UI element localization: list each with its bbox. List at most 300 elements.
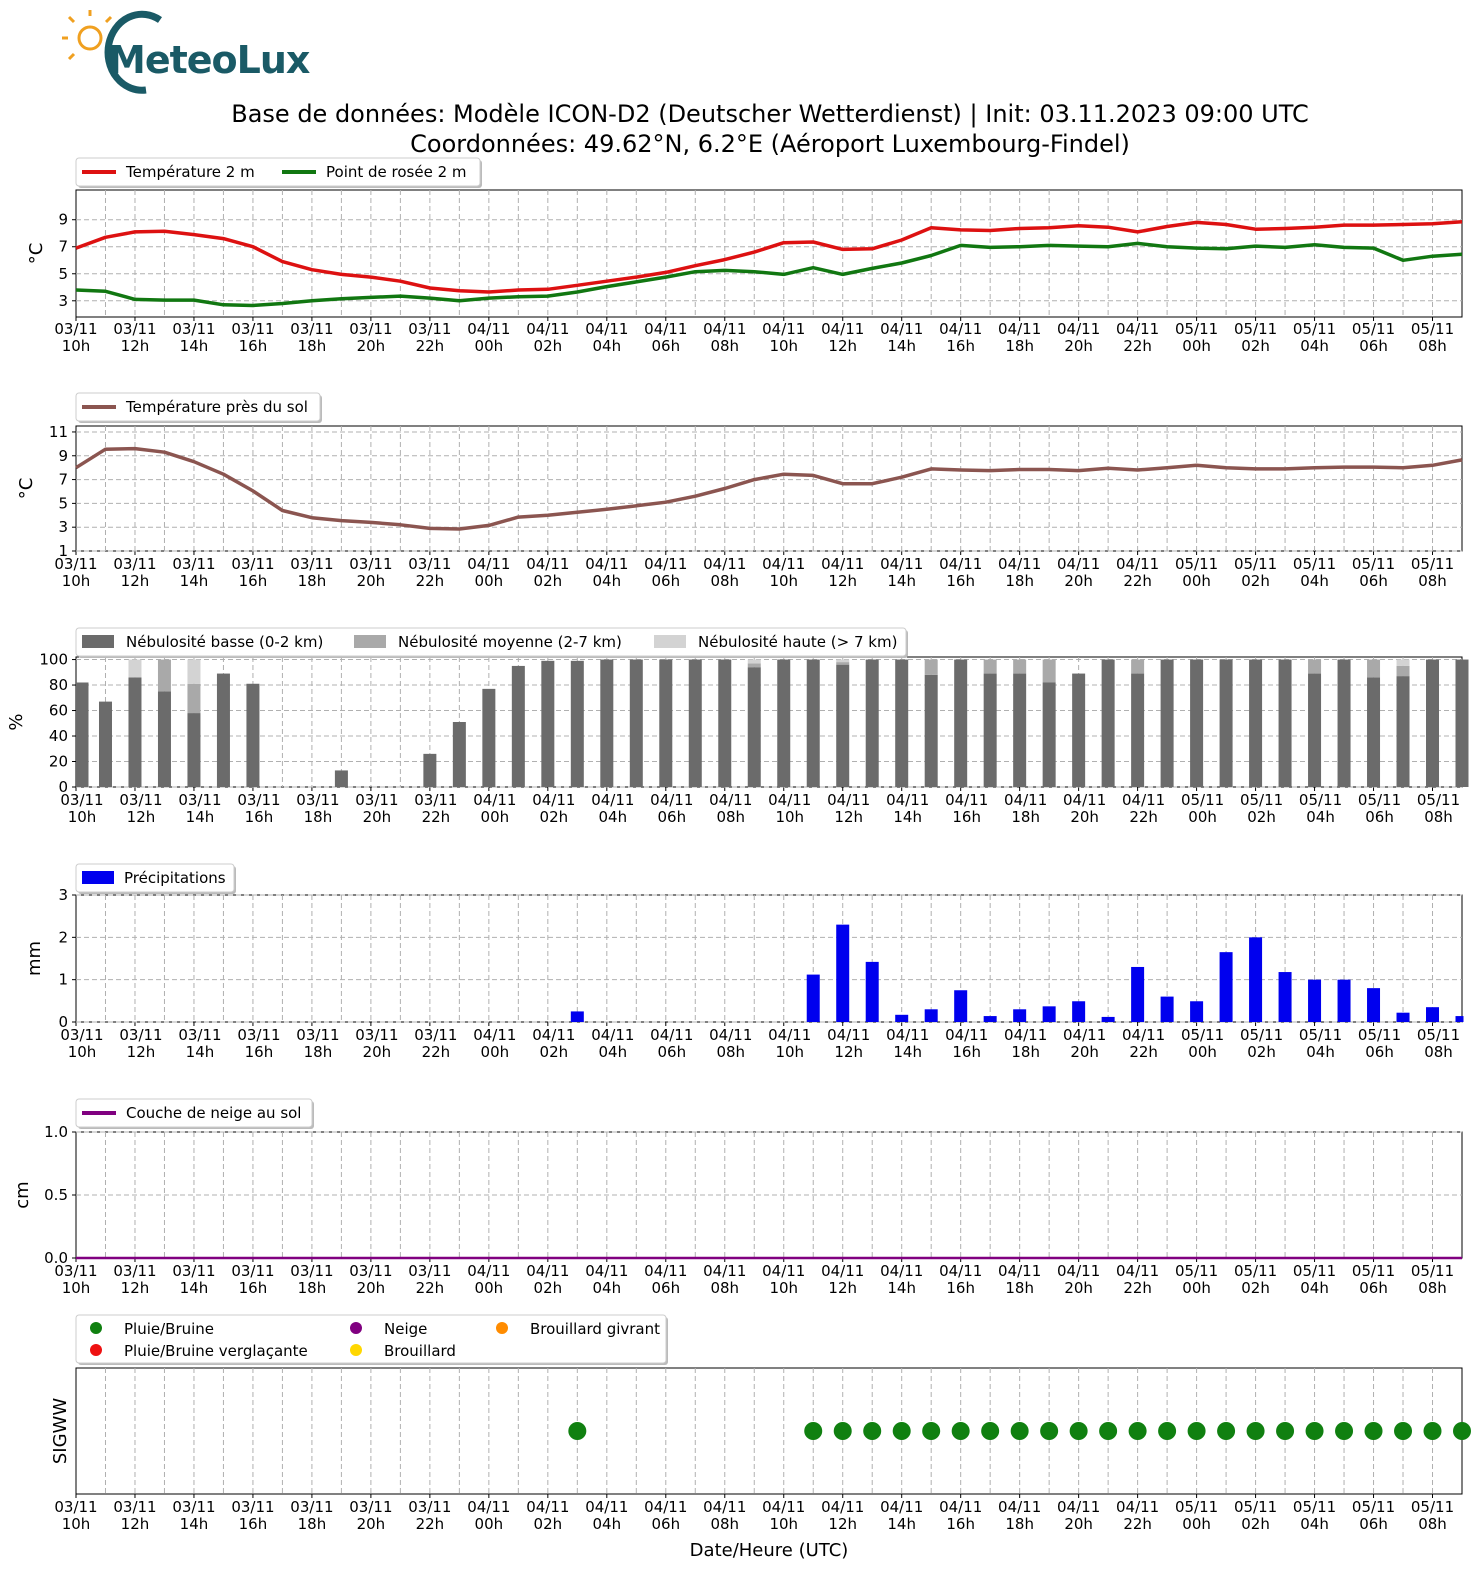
x-tick-label xyxy=(1299,791,1342,826)
x-tick-hour: 18h xyxy=(1005,337,1034,355)
legend-marker-sig_rime xyxy=(496,1322,508,1334)
x-tick-label xyxy=(1411,1262,1454,1297)
x-tick-date: 04/11 xyxy=(1121,1026,1166,1044)
x-tick-hour: 12h xyxy=(120,1279,150,1297)
cloud-bar-cloud_low xyxy=(1426,660,1439,787)
x-tick-label xyxy=(237,791,280,826)
legend-marker-sig_snow xyxy=(350,1322,362,1334)
x-tick-hour: 06h xyxy=(657,808,687,826)
x-tick-label xyxy=(1358,1026,1401,1061)
precip-bar xyxy=(1338,980,1351,1022)
x-tick-date: 03/11 xyxy=(119,791,163,809)
x-tick-label xyxy=(1352,320,1395,355)
sigww-rain-point xyxy=(1247,1422,1265,1440)
x-tick-label xyxy=(60,1026,103,1061)
x-tick-date: 05/11 xyxy=(1298,1026,1343,1044)
x-tick-label xyxy=(1352,1498,1395,1533)
x-tick-date: 04/11 xyxy=(880,1262,924,1280)
x-tick-hour: 22h xyxy=(1129,808,1158,826)
panel-precip xyxy=(24,864,1464,1061)
y-tick-label: 11 xyxy=(48,422,68,441)
x-tick-date: 04/11 xyxy=(585,1262,629,1280)
x-tick-date: 05/11 xyxy=(1410,320,1455,338)
cloud-bar-cloud_low xyxy=(187,713,200,787)
x-tick-hour: 16h xyxy=(946,1279,975,1297)
x-tick-hour: 06h xyxy=(651,572,681,590)
y-tick-label: 3 xyxy=(58,886,68,904)
x-tick-hour: 12h xyxy=(120,1515,150,1533)
x-tick-label xyxy=(526,1262,569,1297)
x-tick-hour: 18h xyxy=(297,1515,327,1533)
x-tick-label xyxy=(1175,1498,1218,1533)
x-tick-hour: 18h xyxy=(297,1279,327,1297)
x-tick-label xyxy=(296,791,339,826)
x-tick-label xyxy=(1004,791,1047,826)
x-tick-date: 04/11 xyxy=(467,1262,511,1280)
x-tick-hour: 14h xyxy=(179,337,209,355)
x-tick-hour: 18h xyxy=(1011,1043,1040,1061)
plot-area-temperature xyxy=(76,190,1462,317)
cloud-bar-cloud_low xyxy=(895,660,908,787)
x-tick-label xyxy=(532,791,575,826)
x-tick-date: 04/11 xyxy=(1004,1026,1048,1044)
x-tick-hour: 00h xyxy=(1188,1043,1217,1061)
x-tick-label xyxy=(1116,1498,1159,1533)
x-tick-date: 04/11 xyxy=(1063,791,1107,809)
x-tick-date: 04/11 xyxy=(467,555,511,573)
y-tick-label: 40 xyxy=(48,727,68,746)
x-tick-label xyxy=(1234,320,1277,355)
x-tick-label xyxy=(1057,1262,1100,1297)
x-tick-date: 04/11 xyxy=(526,1498,570,1516)
x-tick-label xyxy=(231,1262,274,1297)
cloud-bar-cloud_mid xyxy=(925,660,938,675)
x-tick-date: 04/11 xyxy=(998,1262,1042,1280)
x-tick-label xyxy=(237,1026,280,1061)
x-tick-hour: 00h xyxy=(474,572,504,590)
x-tick-hour: 04h xyxy=(592,337,622,355)
x-tick-date: 03/11 xyxy=(290,320,334,338)
x-tick-hour: 02h xyxy=(1247,1043,1276,1061)
x-tick-label xyxy=(1352,555,1395,590)
legend-marker-sig_rain xyxy=(90,1322,102,1334)
x-tick-label xyxy=(591,791,634,826)
cloud-bar-cloud_low xyxy=(1102,660,1115,787)
x-tick-label xyxy=(178,1026,221,1061)
x-tick-hour: 08h xyxy=(1418,337,1447,355)
cloud-bar-cloud_low xyxy=(1072,674,1085,787)
x-tick-hour: 00h xyxy=(1182,1279,1211,1297)
x-tick-date: 05/11 xyxy=(1357,1026,1402,1044)
x-tick-label xyxy=(467,1262,510,1297)
x-tick-hour: 00h xyxy=(474,1515,504,1533)
x-tick-hour: 20h xyxy=(1064,337,1093,355)
x-tick-label xyxy=(821,1262,864,1297)
panel-clouds xyxy=(6,628,1469,826)
x-tick-label xyxy=(54,1262,97,1297)
x-tick-label xyxy=(709,1026,752,1061)
y-tick-label: 0 xyxy=(58,1013,68,1031)
x-tick-date: 04/11 xyxy=(939,320,983,338)
x-tick-label xyxy=(1116,555,1159,590)
x-tick-hour: 06h xyxy=(657,1043,687,1061)
legend-label: Pluie/Bruine xyxy=(124,1320,215,1338)
x-tick-hour: 08h xyxy=(710,572,740,590)
precip-bar xyxy=(895,1015,908,1022)
x-tick-label xyxy=(1234,1262,1277,1297)
x-tick-hour: 10h xyxy=(775,808,805,826)
x-tick-date: 05/11 xyxy=(1174,1262,1219,1280)
x-tick-label xyxy=(119,791,162,826)
x-tick-date: 04/11 xyxy=(998,320,1042,338)
cloud-bar-cloud_low xyxy=(1220,660,1233,787)
x-tick-date: 05/11 xyxy=(1174,320,1219,338)
x-tick-date: 04/11 xyxy=(880,1498,924,1516)
sigww-rain-point xyxy=(568,1422,586,1440)
x-tick-date: 04/11 xyxy=(998,555,1042,573)
x-tick-date: 03/11 xyxy=(113,320,157,338)
sigww-rain-point xyxy=(1394,1422,1412,1440)
x-tick-date: 03/11 xyxy=(408,320,452,338)
x-tick-date: 04/11 xyxy=(880,320,924,338)
x-tick-label xyxy=(231,1498,274,1533)
x-tick-hour: 14h xyxy=(893,1043,922,1061)
x-tick-date: 03/11 xyxy=(60,791,104,809)
x-tick-date: 04/11 xyxy=(585,320,629,338)
x-tick-label xyxy=(408,320,451,355)
x-tick-label xyxy=(290,320,333,355)
x-tick-label xyxy=(880,555,923,590)
x-tick-date: 03/11 xyxy=(290,1262,334,1280)
x-tick-date: 05/11 xyxy=(1351,1262,1396,1280)
y-tick-label: 7 xyxy=(58,237,68,256)
x-tick-hour: 14h xyxy=(179,1279,209,1297)
x-tick-date: 04/11 xyxy=(709,1026,753,1044)
x-tick-hour: 14h xyxy=(185,808,215,826)
x-tick-hour: 02h xyxy=(539,808,569,826)
x-tick-label xyxy=(467,320,510,355)
x-tick-hour: 00h xyxy=(480,1043,510,1061)
x-tick-label xyxy=(172,1498,215,1533)
x-tick-hour: 06h xyxy=(1365,1043,1394,1061)
cloud-bar-cloud_high xyxy=(748,660,761,664)
x-tick-date: 03/11 xyxy=(349,320,393,338)
y-tick-label: 2 xyxy=(58,928,68,947)
x-tick-date: 05/11 xyxy=(1292,1498,1337,1516)
x-tick-date: 05/11 xyxy=(1180,791,1225,809)
x-tick-hour: 04h xyxy=(1300,1279,1329,1297)
legend-swatch-cloud_low xyxy=(82,635,114,648)
sigww-rain-point xyxy=(1070,1422,1088,1440)
x-tick-hour: 16h xyxy=(952,808,981,826)
legend-label: Nébulosité basse (0-2 km) xyxy=(126,633,324,651)
cloud-bar-cloud_low xyxy=(600,660,613,787)
legend-clouds xyxy=(76,628,908,658)
y-tick-label: 60 xyxy=(48,701,68,720)
x-tick-label xyxy=(703,1498,746,1533)
x-tick-date: 04/11 xyxy=(998,1498,1042,1516)
x-tick-hour: 20h xyxy=(356,337,386,355)
x-tick-date: 05/11 xyxy=(1351,555,1396,573)
x-tick-label xyxy=(762,1498,805,1533)
x-tick-hour: 08h xyxy=(1424,808,1453,826)
x-tick-hour: 10h xyxy=(775,1043,805,1061)
x-tick-hour: 22h xyxy=(415,572,445,590)
y-tick-label: 7 xyxy=(58,470,68,489)
precip-bar xyxy=(954,990,967,1022)
sigww-rain-point xyxy=(1188,1422,1206,1440)
x-tick-hour: 22h xyxy=(415,337,445,355)
x-tick-hour: 18h xyxy=(297,572,327,590)
x-tick-hour: 14h xyxy=(887,337,916,355)
x-tick-hour: 04h xyxy=(1300,337,1329,355)
x-tick-date: 04/11 xyxy=(762,320,806,338)
x-tick-hour: 10h xyxy=(61,337,91,355)
x-tick-hour: 20h xyxy=(1070,1043,1099,1061)
x-tick-hour: 22h xyxy=(1123,1279,1152,1297)
x-tick-hour: 22h xyxy=(1123,1515,1152,1533)
y-tick-label: 100 xyxy=(39,650,68,669)
x-tick-hour: 02h xyxy=(1241,1515,1270,1533)
x-tick-date: 04/11 xyxy=(644,1262,688,1280)
x-tick-date: 03/11 xyxy=(113,1262,157,1280)
x-tick-label xyxy=(467,1498,510,1533)
x-tick-label xyxy=(296,1026,339,1061)
x-tick-hour: 06h xyxy=(1359,1279,1388,1297)
precip-bar xyxy=(866,962,879,1022)
cloud-bar-cloud_low xyxy=(1249,660,1262,787)
x-tick-date: 05/11 xyxy=(1351,1498,1396,1516)
cloud-bar-cloud_low xyxy=(128,677,141,787)
cloud-bar-cloud_mid xyxy=(836,662,849,665)
sigww-rain-point xyxy=(1276,1422,1294,1440)
x-tick-label xyxy=(1240,791,1283,826)
x-tick-hour: 00h xyxy=(480,808,510,826)
x-tick-label xyxy=(1004,1026,1047,1061)
x-tick-hour: 08h xyxy=(1418,572,1447,590)
precip-bar xyxy=(1397,1013,1410,1022)
x-tick-label xyxy=(1181,1026,1224,1061)
x-tick-label xyxy=(1411,555,1454,590)
x-tick-hour: 20h xyxy=(356,572,386,590)
x-tick-date: 05/11 xyxy=(1410,555,1455,573)
x-axis-label: Date/Heure (UTC) xyxy=(689,1540,849,1561)
cloud-bar-cloud_low xyxy=(541,661,554,787)
cloud-bar-cloud_low xyxy=(76,682,89,787)
x-tick-date: 04/11 xyxy=(585,1498,629,1516)
x-tick-hour: 02h xyxy=(533,337,563,355)
x-tick-date: 04/11 xyxy=(1115,1262,1160,1280)
x-tick-label xyxy=(585,320,628,355)
x-tick-label xyxy=(821,1498,864,1533)
x-tick-hour: 18h xyxy=(297,337,327,355)
x-tick-date: 05/11 xyxy=(1233,1498,1278,1516)
x-tick-hour: 14h xyxy=(887,1515,916,1533)
x-tick-hour: 10h xyxy=(769,337,799,355)
x-tick-hour: 10h xyxy=(769,1515,799,1533)
plot-area-soil xyxy=(76,426,1462,551)
y-tick-label: 3 xyxy=(58,291,68,310)
x-tick-date: 04/11 xyxy=(1004,791,1048,809)
x-tick-hour: 12h xyxy=(828,337,858,355)
x-tick-label xyxy=(414,791,457,826)
x-tick-hour: 02h xyxy=(533,572,563,590)
cloud-bar-cloud_low xyxy=(689,660,702,787)
x-tick-date: 03/11 xyxy=(231,1498,275,1516)
x-tick-date: 04/11 xyxy=(1115,555,1160,573)
x-tick-hour: 12h xyxy=(120,572,150,590)
cloud-bar-cloud_low xyxy=(1456,660,1469,787)
precip-bar xyxy=(571,1011,584,1022)
x-tick-date: 05/11 xyxy=(1410,1498,1455,1516)
x-tick-hour: 14h xyxy=(893,808,922,826)
x-tick-hour: 06h xyxy=(1359,572,1388,590)
x-tick-hour: 02h xyxy=(1241,572,1270,590)
precip-bar xyxy=(1308,980,1321,1022)
x-tick-label xyxy=(939,1498,982,1533)
legend-sigww xyxy=(76,1315,668,1365)
x-tick-label xyxy=(886,791,929,826)
cloud-bar-cloud_low xyxy=(777,660,790,787)
precip-bar xyxy=(925,1009,938,1022)
x-tick-hour: 14h xyxy=(887,1279,916,1297)
x-tick-hour: 08h xyxy=(1424,1043,1453,1061)
x-tick-hour: 20h xyxy=(356,1279,386,1297)
x-tick-date: 04/11 xyxy=(945,1026,989,1044)
cloud-bar-cloud_low xyxy=(866,660,879,787)
sigww-rain-point xyxy=(1099,1422,1117,1440)
x-tick-hour: 20h xyxy=(1064,572,1093,590)
cloud-bar-cloud_low xyxy=(482,689,495,787)
x-tick-label xyxy=(1181,791,1224,826)
cloud-bar-cloud_mid xyxy=(984,660,997,674)
y-tick-label: 9 xyxy=(58,446,68,465)
y-tick-label: 9 xyxy=(58,210,68,229)
x-tick-label xyxy=(408,555,451,590)
x-tick-date: 03/11 xyxy=(113,555,157,573)
x-tick-label xyxy=(54,1498,97,1533)
cloud-bar-cloud_low xyxy=(1308,674,1321,787)
x-tick-label xyxy=(290,1262,333,1297)
legend-label: Température 2 m xyxy=(126,163,255,181)
x-tick-label xyxy=(1411,320,1454,355)
x-tick-date: 04/11 xyxy=(827,1026,871,1044)
x-tick-label xyxy=(355,1026,398,1061)
x-tick-date: 05/11 xyxy=(1174,555,1219,573)
x-tick-label xyxy=(768,791,811,826)
cloud-bar-cloud_high xyxy=(1397,660,1410,666)
x-tick-hour: 22h xyxy=(415,1279,445,1297)
x-tick-date: 04/11 xyxy=(886,1026,930,1044)
x-tick-label xyxy=(119,1026,162,1061)
x-tick-date: 03/11 xyxy=(172,320,216,338)
y-tick-label: 80 xyxy=(48,676,68,695)
x-tick-hour: 08h xyxy=(716,808,746,826)
x-tick-date: 03/11 xyxy=(408,1262,452,1280)
x-tick-date: 05/11 xyxy=(1410,1262,1455,1280)
x-tick-label xyxy=(886,1026,929,1061)
x-tick-date: 03/11 xyxy=(355,791,399,809)
cloud-bar-cloud_low xyxy=(453,722,466,787)
sigww-rain-point xyxy=(1424,1422,1442,1440)
x-tick-hour: 18h xyxy=(1005,572,1034,590)
x-tick-label xyxy=(762,320,805,355)
x-tick-date: 04/11 xyxy=(467,1498,511,1516)
x-tick-label xyxy=(408,1262,451,1297)
x-tick-hour: 12h xyxy=(834,808,864,826)
x-tick-date: 04/11 xyxy=(886,791,930,809)
x-tick-label xyxy=(526,1498,569,1533)
x-tick-label xyxy=(768,1026,811,1061)
legend-label: Nébulosité haute (> 7 km) xyxy=(698,633,898,651)
x-tick-hour: 18h xyxy=(1005,1515,1034,1533)
cloud-bar-cloud_low xyxy=(423,754,436,787)
y-axis-label: cm xyxy=(12,1181,33,1209)
x-tick-hour: 20h xyxy=(1064,1279,1093,1297)
x-tick-hour: 06h xyxy=(651,337,681,355)
sigww-rain-point xyxy=(834,1422,852,1440)
x-tick-label xyxy=(591,1026,634,1061)
x-tick-date: 04/11 xyxy=(473,791,517,809)
x-tick-label xyxy=(939,555,982,590)
x-tick-date: 04/11 xyxy=(591,791,635,809)
logo-text: MeteoLux xyxy=(108,38,310,82)
x-tick-hour: 20h xyxy=(362,808,392,826)
sigww-rain-point xyxy=(804,1422,822,1440)
x-tick-label xyxy=(1240,1026,1283,1061)
x-tick-hour: 00h xyxy=(1182,1515,1211,1533)
y-tick-label: 0.5 xyxy=(44,1186,68,1204)
y-tick-label: 5 xyxy=(58,264,68,283)
x-tick-date: 03/11 xyxy=(414,791,458,809)
x-tick-date: 04/11 xyxy=(703,1498,747,1516)
y-axis-label: mm xyxy=(24,940,45,977)
precip-bar xyxy=(1131,967,1144,1022)
legend-swatch-cloud_high xyxy=(654,635,686,648)
legend-precip xyxy=(76,864,236,894)
x-tick-label xyxy=(526,320,569,355)
x-tick-label xyxy=(1293,555,1336,590)
x-tick-date: 03/11 xyxy=(355,1026,399,1044)
x-tick-label xyxy=(1417,1026,1460,1061)
x-tick-date: 04/11 xyxy=(939,1262,983,1280)
x-tick-date: 04/11 xyxy=(1057,1498,1101,1516)
x-tick-label xyxy=(1116,1262,1159,1297)
x-tick-label xyxy=(650,791,693,826)
sigww-rain-point xyxy=(1306,1422,1324,1440)
y-axis-label: % xyxy=(6,713,27,731)
x-tick-hour: 10h xyxy=(67,808,97,826)
x-tick-date: 03/11 xyxy=(119,1026,163,1044)
sigww-rain-point xyxy=(1217,1422,1235,1440)
cloud-bar-cloud_low xyxy=(954,660,967,787)
x-tick-label xyxy=(349,1498,392,1533)
x-tick-label xyxy=(945,1026,988,1061)
y-tick-label: 20 xyxy=(48,752,68,771)
cloud-bar-cloud_mid xyxy=(1013,660,1026,674)
x-tick-date: 04/11 xyxy=(1115,320,1160,338)
x-tick-hour: 08h xyxy=(716,1043,746,1061)
x-tick-date: 04/11 xyxy=(821,1262,865,1280)
x-tick-label xyxy=(827,791,870,826)
sigww-rain-point xyxy=(922,1422,940,1440)
precip-bar xyxy=(1456,1016,1464,1022)
cloud-bar-cloud_low xyxy=(1043,682,1056,787)
y-tick-label: 1 xyxy=(58,970,68,989)
x-tick-label xyxy=(1122,1026,1165,1061)
cloud-bar-cloud_low xyxy=(246,684,259,787)
x-tick-label xyxy=(1175,1262,1218,1297)
